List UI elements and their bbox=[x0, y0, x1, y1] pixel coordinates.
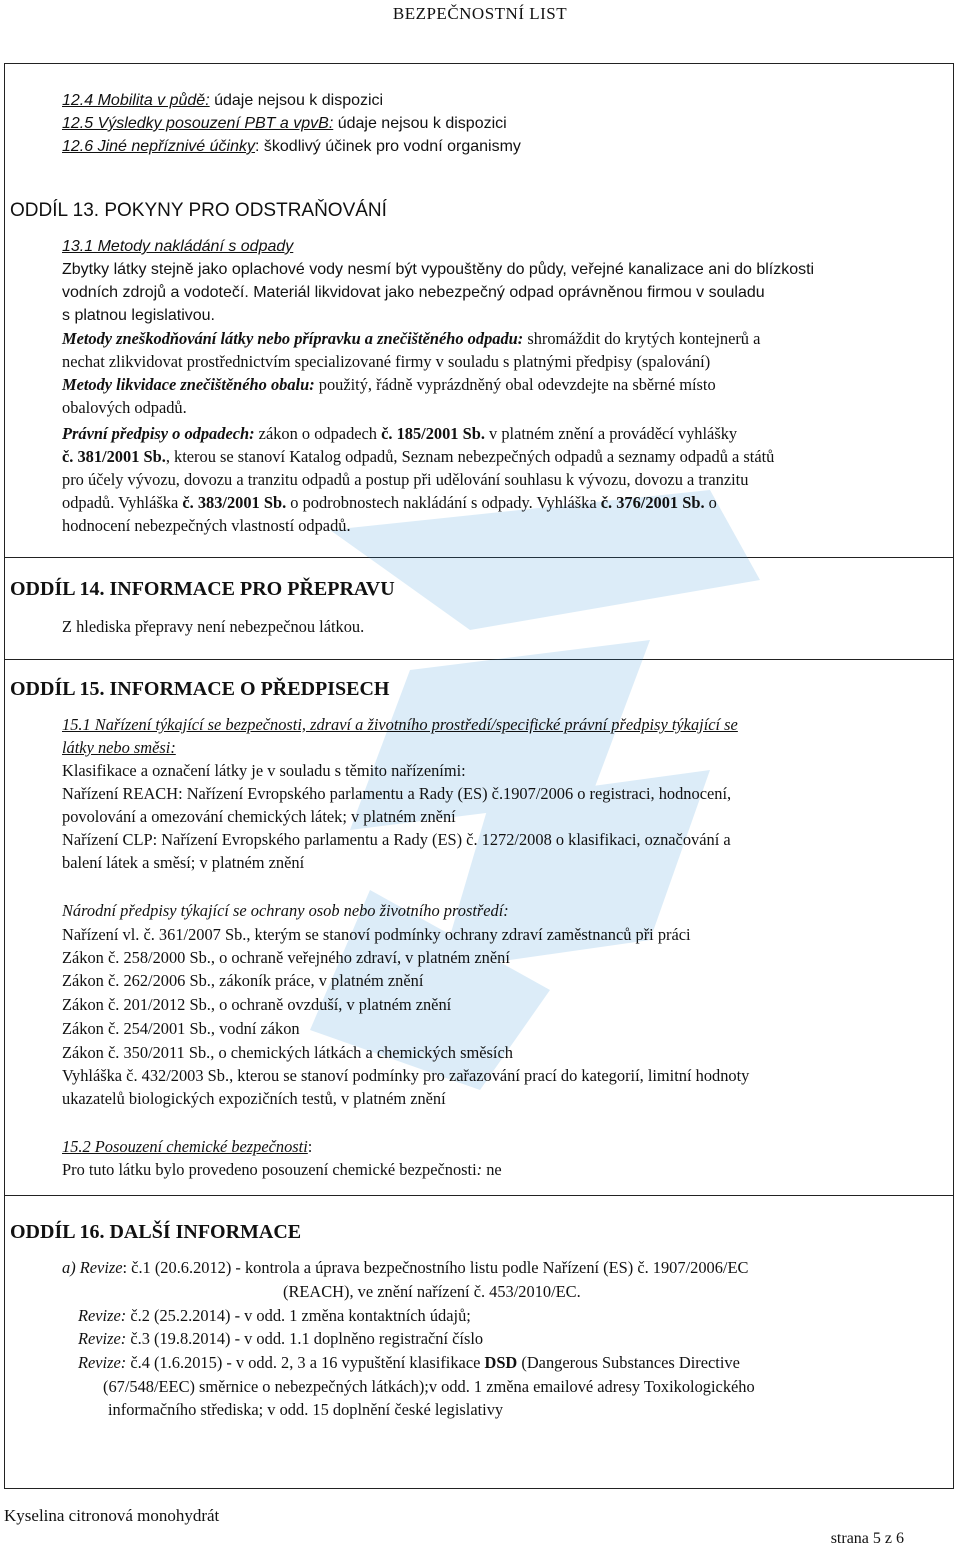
s13-m2: nechat zlikvidovat prostřednictvím specializované firmy v souladu s platnými předpisy (spalování) bbox=[62, 352, 711, 371]
s13-r5: hodnocení nebezpečných vlastností odpadů. bbox=[62, 516, 351, 535]
s15-l3: povolování a omezování chemických látek; v platném znění bbox=[62, 807, 456, 826]
s15-sub2: 15.2 Posouzení chemické bezpečnosti: bbox=[62, 1137, 313, 1156]
section-15-heading: ODDÍL 15. INFORMACE O PŘEDPISECH bbox=[10, 678, 390, 700]
s16-rev1: a) Revize: č.1 (20.6.2012) - kontrola a úprava bezpečnostního listu podle Nařízení (ES) č. 1907/2006/EC bbox=[62, 1258, 749, 1277]
s13-m3: Metody likvidace znečištěného obalu: použitý, řádně vyprázdněný obal odevzdejte na sběrné místo bbox=[62, 375, 716, 394]
footer-page-number: strana 5 z 6 bbox=[830, 1530, 904, 1547]
s13-p3: s platnou legislativou. bbox=[62, 307, 215, 324]
page-header: BEZPEČNOSTNÍ LIST bbox=[392, 4, 568, 23]
s15-n3: Zákon č. 262/2006 Sb., zákoník práce, v platném znění bbox=[62, 971, 424, 990]
divider-13 bbox=[4, 557, 954, 558]
s15-n1: Nařízení vl. č. 361/2007 Sb., kterým se stanoví podmínky ochrany zdraví zaměstnanců při práci bbox=[62, 925, 691, 944]
s16-rev4-cont1: (67/548/EEC) směrnice o nebezpečných látkách);v odd. 1 změna emailové adresy Toxikologického bbox=[103, 1377, 755, 1396]
s15-national-heading: Národní předpisy týkající se ochrany osob nebo životního prostředí: bbox=[62, 901, 509, 920]
section-13-heading: ODDÍL 13. POKYNY PRO ODSTRAŇOVÁNÍ bbox=[10, 200, 387, 221]
section-16-heading: ODDÍL 16. DALŠÍ INFORMACE bbox=[10, 1221, 302, 1243]
s13-r3: pro účely vývozu, dovozu a tranzitu odpadů a postup při udělování souhlasu k vývozu, dovozu a tranzitu bbox=[62, 470, 749, 489]
divider-15 bbox=[4, 1195, 954, 1196]
s13-m1: Metody zneškodňování látky nebo přípravku a znečištěného odpadu: shromáždit do krytých kontejnerů a bbox=[62, 329, 761, 348]
s16-rev3: Revize: č.3 (19.8.2014) - v odd. 1.1 doplněno registrační číslo bbox=[78, 1329, 484, 1348]
footer-product-name: Kyselina citronová monohydrát bbox=[4, 1506, 220, 1525]
s15-sub2-text: Pro tuto látku bylo provedeno posouzení chemické bezpečnosti: ne bbox=[62, 1160, 502, 1179]
s15-n8: ukazatelů biologických expozičních testů, v platném znění bbox=[62, 1089, 446, 1108]
s16-rev1-cont: (REACH), ve znění nařízení č. 453/2010/EC. bbox=[283, 1282, 581, 1301]
s12-other-effects: 12.6 Jiné nepříznivé účinky: škodlivý účinek pro vodní organismy bbox=[62, 138, 521, 155]
s15-n5: Zákon č. 254/2001 Sb., vodní zákon bbox=[62, 1019, 300, 1038]
s12-pbt: 12.5 Výsledky posouzení PBT a vpvB: údaje nejsou k dispozici bbox=[62, 115, 507, 132]
s16-rev4: Revize: č.4 (1.6.2015) - v odd. 2, 3 a 16 vypuštění klasifikace DSD (Dangerous Substances Directive bbox=[78, 1353, 740, 1372]
divider-14 bbox=[4, 659, 954, 660]
s16-rev4-cont2: informačního střediska; v odd. 15 doplnění české legislativy bbox=[108, 1400, 504, 1419]
s15-n4: Zákon č. 201/2012 Sb., o ochraně ovzduší, v platném znění bbox=[62, 995, 452, 1014]
s13-sub1: 13.1 Metody nakládání s odpady bbox=[62, 238, 294, 255]
s15-n6: Zákon č. 350/2011 Sb., o chemických látkách a chemických směsích bbox=[62, 1043, 513, 1062]
s13-r1: Právní předpisy o odpadech: zákon o odpadech č. 185/2001 Sb. v platném znění a prováděcí vyhlášky bbox=[62, 424, 738, 443]
s15-l5: balení látek a směsí; v platném znění bbox=[62, 853, 305, 872]
s13-r2: č. 381/2001 Sb., kterou se stanoví Katalog odpadů, Seznam nebezpečných odpadů a seznamy odpadů a států bbox=[62, 447, 775, 466]
s15-sub1-a: 15.1 Nařízení týkající se bezpečnosti, zdraví a životního prostředí/specifické právní předpisy týkající se bbox=[62, 715, 738, 734]
s16-rev2: Revize: č.2 (25.2.2014) - v odd. 1 změna kontaktních údajů; bbox=[78, 1306, 471, 1325]
s13-p2: vodních zdrojů a vodotečí. Materiál likvidovat jako nebezpečný odpad oprávněnou firmou v souladu bbox=[62, 284, 765, 301]
s15-n7: Vyhláška č. 432/2003 Sb., kterou se stanoví podmínky pro zařazování prací do kategorií, limitní hodnoty bbox=[62, 1066, 750, 1085]
s13-p1: Zbytky látky stejně jako oplachové vody nesmí být vypouštěny do půdy, veřejné kanalizace ani do blízkosti bbox=[62, 261, 815, 278]
s14-text: Z hlediska přepravy není nebezpečnou látkou. bbox=[62, 617, 365, 636]
s15-n2: Zákon č. 258/2000 Sb., o ochraně veřejného zdraví, v platném znění bbox=[62, 948, 510, 967]
s12-mobility: 12.4 Mobilita v půdě: údaje nejsou k dispozici bbox=[62, 92, 384, 109]
s15-sub1-b: látky nebo směsi: bbox=[62, 738, 176, 757]
s13-m4: obalových odpadů. bbox=[62, 398, 187, 417]
section-14-heading: ODDÍL 14. INFORMACE PRO PŘEPRAVU bbox=[10, 578, 395, 600]
s15-l2: Nařízení REACH: Nařízení Evropského parlamentu a Rady (ES) č.1907/2006 o registraci, hodnocení, bbox=[62, 784, 732, 803]
s15-l4: Nařízení CLP: Nařízení Evropského parlamentu a Rady (ES) č. 1272/2008 o klasifikaci, označování a bbox=[62, 830, 731, 849]
s13-r4: odpadů. Vyhláška č. 383/2001 Sb. o podrobnostech nakládání s odpady. Vyhláška č. 376/2001 Sb. o bbox=[62, 493, 717, 512]
s15-l1: Klasifikace a označení látky je v souladu s těmito nařízeními: bbox=[62, 761, 466, 780]
